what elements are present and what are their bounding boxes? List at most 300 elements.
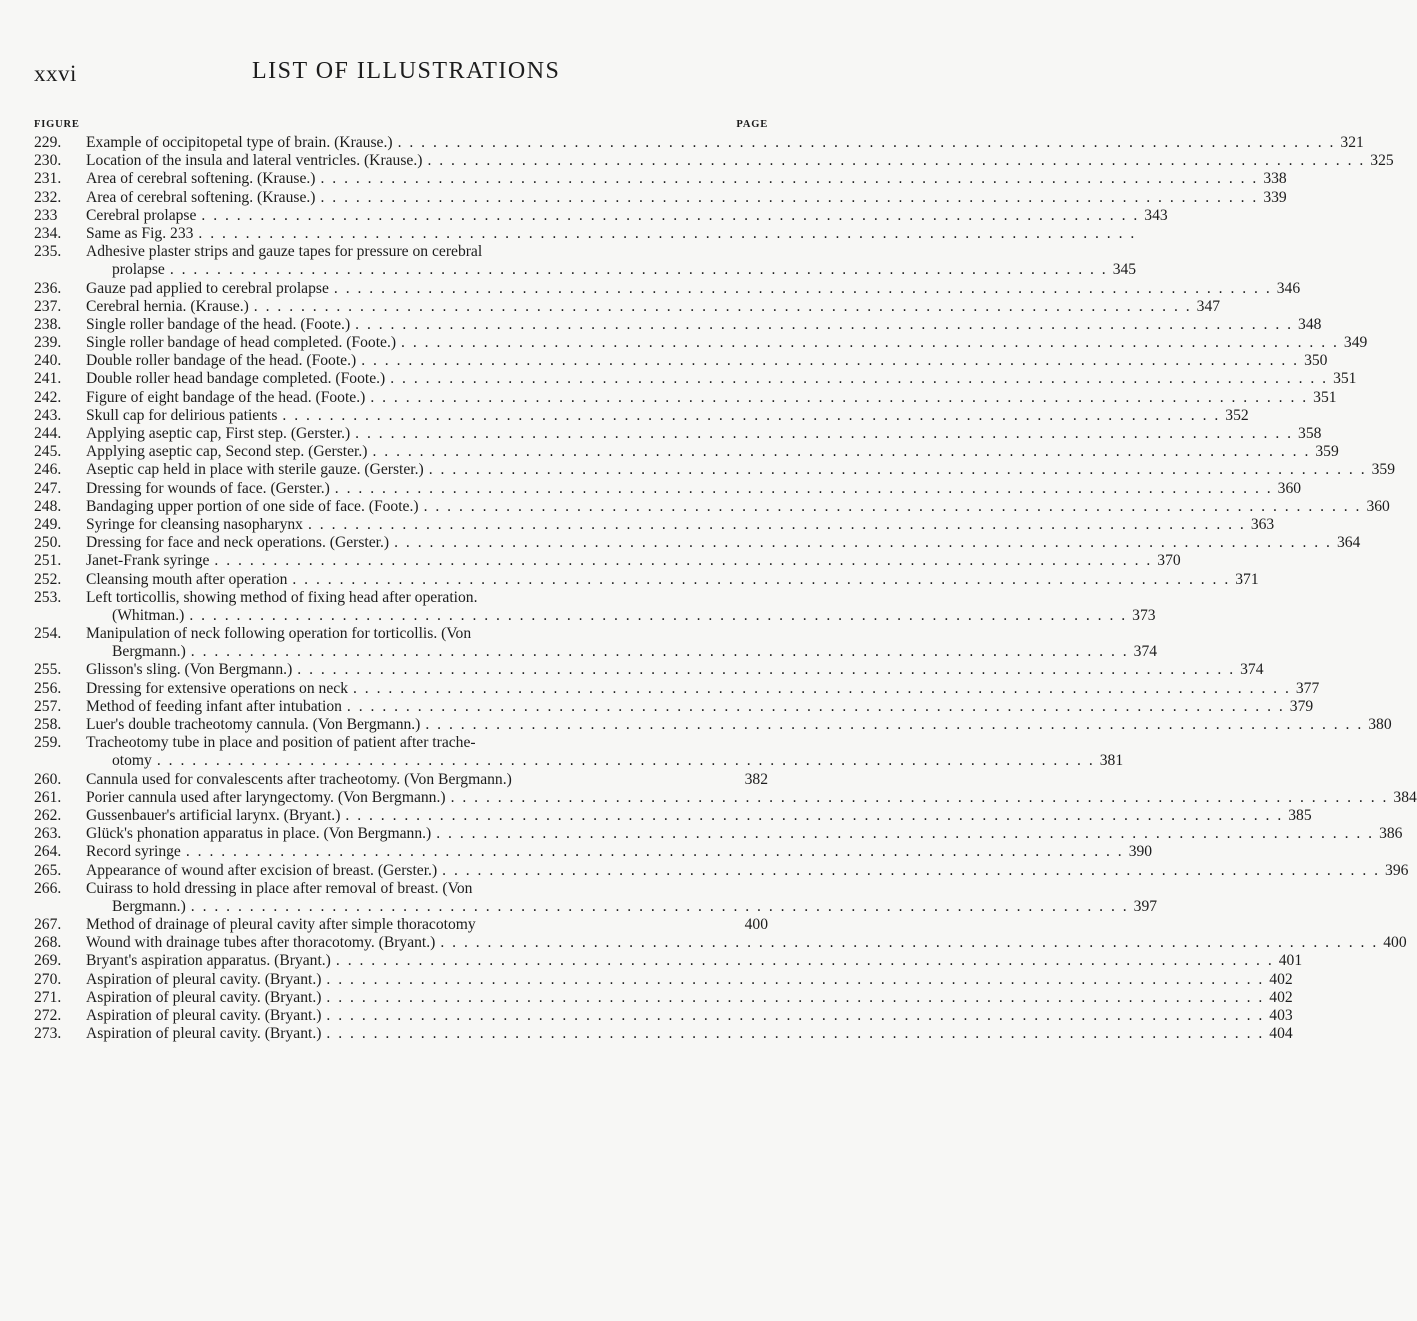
caption-line: [86, 771, 768, 789]
page-reference: 402: [1269, 988, 1293, 1006]
caption-text: Aspiration of pleural cavity. (Bryant.): [86, 1025, 322, 1043]
entry-caption: [86, 716, 1392, 734]
caption-text: Gauze pad applied to cerebral prolapse: [86, 279, 329, 297]
dot-leader: . . . . . . . . . . . . . . . . . . . . . . . . . . . . . . . . . . . . . . . . . . . . . . . . . . . . . . . . . . . . . . . . . . . . . . . . . . . . . . . .: [320, 170, 1259, 188]
entry-caption: [86, 806, 1312, 825]
page-reference: 370: [1157, 552, 1181, 570]
list-entry: [34, 334, 1368, 352]
caption-text: Area of cerebral softening. (Krause.): [86, 188, 316, 206]
figure-number: 258.: [34, 716, 62, 733]
caption-line: [86, 606, 1156, 625]
figure-number: 268.: [34, 934, 62, 952]
entry-caption: [86, 843, 1153, 861]
caption-text: Figure of eight bandage of the head. (Foote.): [86, 388, 366, 406]
list-entry: [34, 570, 1259, 589]
figure-number: 236.: [34, 279, 62, 297]
list-entry: [34, 716, 1392, 734]
dot-leader: . . . . . . . . . . . . . . . . . . . . . . . . . . . . . . . . . . . . . . . . . . . . . . . . . . . . . . . . . . . . . . . . . . . . . . . . . . . . . . . .: [185, 843, 1124, 861]
caption-text: Syringe for cleansing nasopharynx: [86, 515, 303, 533]
figure-number: 272.: [34, 1007, 62, 1024]
entry-caption: [86, 315, 1322, 334]
list-entry: [34, 515, 1275, 534]
entry-caption: [86, 970, 1293, 989]
figure-number: 235.: [34, 243, 62, 261]
dot-leader: . . . . . . . . . . . . . . . . . . . . . . . . . . . . . . . . . . . . . . . . . . . . . . . . . . . . . . . . . . . . . . . . . . . . . . . . . . . . . . . .: [253, 297, 1192, 315]
dot-leader: . . . . . . . . . . . . . . . . . . . . . . . . . . . . . . . . . . . . . . . . . . . . . . . . . . . . . . . . . . . . . . . . . . . . . . . . . . . . . . . .: [297, 661, 1236, 679]
caption-line: [86, 279, 1301, 298]
figure-number: 246.: [34, 461, 62, 479]
entry-caption: [86, 443, 1339, 461]
caption-line: [86, 625, 768, 643]
entry-caption: [86, 952, 1303, 970]
figure-number: 256.: [34, 679, 62, 697]
page-reference: 400: [744, 916, 768, 934]
page-number: xxvi: [34, 61, 77, 86]
dot-leader: . . . . . . . . . . . . . . . . . . . . . . . . . . . . . . . . . . . . . . . . . . . . . . . . . . . . . . . . . . . . . . . . . . . . . . . . . . . . . . . .: [190, 643, 1129, 661]
caption-line: [86, 806, 1312, 825]
entry-caption: [86, 388, 1337, 407]
page-reference: 346: [1276, 279, 1301, 297]
caption-line: [86, 461, 1395, 479]
dot-leader: . . . . . . . . . . . . . . . . . . . . . . . . . . . . . . . . . . . . . . . . . . . . . . . . . . . . . . . . . . . . . . . . . . . . . . . . . . . . . . . .: [292, 570, 1231, 588]
caption-line: [86, 352, 1328, 370]
caption-text: Adhesive plaster strips and gauze tapes for pressure on cerebral: [86, 243, 483, 261]
caption-text: Method of feeding infant after intubation: [86, 697, 342, 715]
caption-text: Aseptic cap held in place with sterile gauze. (Gerster.): [86, 461, 424, 479]
page-reference: 358: [1298, 425, 1322, 442]
figure-number: 232.: [34, 188, 62, 206]
list-entry: [34, 443, 1339, 461]
dot-leader: . . . . . . . . . . . . . . . . . . . . . . . . . . . . . . . . . . . . . . . . . . . . . . . . . . . . . . . . . . . . . . . . . . . . . . . . . . . . . . . .: [326, 988, 1265, 1006]
list-entry: [34, 1007, 1293, 1025]
dot-leader: . . . . . . . . . . . . . . . . . . . . . . . . . . . . . . . . . . . . . . . . . . . . . . . . . . . . . . . . . . . . . . . . . . . . . . . . . . . . . . . .: [156, 752, 1095, 770]
page-reference: 380: [1368, 716, 1392, 733]
caption-line: [86, 788, 1417, 807]
entry-caption: [86, 134, 1364, 152]
page-reference: 371: [1235, 570, 1259, 588]
list-entry: [34, 461, 1395, 479]
figure-number: 267.: [34, 916, 62, 934]
entry-caption: [86, 479, 1302, 498]
caption-text: Cuirass to hold dressing in place after removal of breast. (Von: [86, 879, 473, 897]
list-entry: [34, 188, 1287, 207]
page-reference: 385: [1288, 806, 1312, 824]
dot-leader: [517, 771, 740, 789]
caption-line: [86, 843, 1153, 861]
entry-caption: [86, 788, 1417, 807]
entry-caption: [86, 297, 1221, 316]
entry-caption: [86, 570, 1259, 589]
caption-text: Luer's double tracheotomy cannula. (Von Bergmann.): [86, 716, 421, 733]
entry-caption: [86, 697, 1314, 716]
caption-line: [86, 334, 1368, 352]
caption-line: [86, 880, 768, 898]
figure-number: 273.: [34, 1025, 62, 1043]
dot-leader: . . . . . . . . . . . . . . . . . . . . . . . . . . . . . . . . . . . . . . . . . . . . . . . . . . . . . . . . . . . . . . . . . . . . . . . . . . . . . . . .: [346, 697, 1285, 715]
dot-leader: . . . . . . . . . . . . . . . . . . . . . . . . . . . . . . . . . . . . . . . . . . . . . . . . . . . . . . . . . . . . . . . . . . . . . . . . . . . . . . . .: [198, 224, 1137, 242]
caption-text: Left torticollis, showing method of fixing head after operation.: [86, 588, 478, 606]
list-entry: [34, 152, 1394, 170]
dot-leader: . . . . . . . . . . . . . . . . . . . . . . . . . . . . . . . . . . . . . . . . . . . . . . . . . . . . . . . . . . . . . . . . . . . . . . . . . . . . . . . .: [214, 552, 1153, 570]
figure-number: 265.: [34, 861, 62, 879]
entry-caption: [86, 170, 1287, 188]
page-reference: 403: [1269, 1007, 1293, 1024]
entry-caption: [86, 934, 1407, 952]
caption-text: Example of occipitopetal type of brain. (Krause.): [86, 134, 393, 151]
caption-line: [86, 206, 1168, 225]
list-entry: [34, 934, 1407, 952]
figure-number: 271.: [34, 988, 62, 1006]
caption-text: Cerebral prolapse: [86, 206, 197, 224]
caption-text: Area of cerebral softening. (Krause.): [86, 170, 316, 188]
list-entry: [34, 843, 1153, 861]
figure-number: 251.: [34, 552, 62, 570]
running-title: LIST OF ILLUSTRATIONS: [252, 58, 561, 84]
list-entry: [34, 916, 768, 934]
caption-line: [86, 170, 1287, 188]
caption-line: [86, 515, 1275, 534]
caption-line: [86, 897, 1158, 916]
caption-line: [86, 152, 1394, 170]
figure-number: 245.: [34, 443, 62, 461]
figure-number: 261.: [34, 788, 62, 806]
caption-line: [86, 643, 1158, 661]
figure-number: 264.: [34, 843, 62, 861]
page-reference: 363: [1250, 515, 1275, 533]
page-reference: 364: [1336, 534, 1361, 552]
caption-line: [86, 1025, 1293, 1043]
list-entry: [34, 315, 1322, 334]
caption-text: Single roller bandage of head completed. (Foote.): [86, 334, 397, 352]
caption-text: Dressing for extensive operations on neck: [86, 679, 348, 697]
list-entry: [34, 734, 1124, 770]
caption-text: Glück's phonation apparatus in place. (Von Bergmann.): [86, 825, 432, 843]
page-reference: 404: [1269, 1025, 1293, 1043]
caption-text: Applying aseptic cap, First step. (Gerster.): [86, 425, 351, 442]
dot-leader: . . . . . . . . . . . . . . . . . . . . . . . . . . . . . . . . . . . . . . . . . . . . . . . . . . . . . . . . . . . . . . . . . . . . . . . . . . . . . . . .: [442, 861, 1381, 879]
page-reference: 386: [1379, 825, 1403, 843]
entry-caption: [86, 1025, 1293, 1043]
figure-number: 241.: [34, 370, 62, 388]
caption-text: Single roller bandage of the head. (Foote.): [86, 315, 351, 333]
page-reference: 377: [1295, 679, 1320, 697]
dot-leader: . . . . . . . . . . . . . . . . . . . . . . . . . . . . . . . . . . . . . . . . . . . . . . . . . . . . . . . . . . . . . . . . . . . . . . . . . . . . . . . .: [355, 315, 1294, 333]
caption-text: Bergmann.): [112, 897, 186, 915]
dot-leader: . . . . . . . . . . . . . . . . . . . . . . . . . . . . . . . . . . . . . . . . . . . . . . . . . . . . . . . . . . . . . . . . . . . . . . . . . . . . . . . .: [169, 261, 1108, 279]
caption-line: [86, 188, 1287, 207]
caption-line: [86, 134, 1364, 152]
page-reference: 359: [1315, 443, 1339, 461]
dot-leader: . . . . . . . . . . . . . . . . . . . . . . . . . . . . . . . . . . . . . . . . . . . . . . . . . . . . . . . . . . . . . . . . . . . . . . . . . . . . . . . .: [394, 534, 1332, 552]
caption-line: [86, 916, 768, 934]
list-entry: [34, 879, 1158, 916]
dot-leader: . . . . . . . . . . . . . . . . . . . . . . . . . . . . . . . . . . . . . . . . . . . . . . . . . . . . . . . . . . . . . . . . . . . . . . . . . . . . . . . .: [190, 897, 1129, 915]
caption-line: [86, 370, 1357, 388]
figure-number: 260.: [34, 770, 62, 788]
list-entry: [34, 806, 1312, 825]
caption-line: [86, 406, 1249, 425]
figure-number: 255.: [34, 661, 62, 679]
page-reference: 360: [1366, 497, 1390, 515]
caption-line: [86, 570, 1259, 589]
list-entry: [34, 552, 1181, 570]
caption-line: [86, 497, 1390, 516]
figure-number: 266.: [34, 879, 62, 897]
list-entry: [34, 952, 1303, 970]
caption-text: Aspiration of pleural cavity. (Bryant.): [86, 988, 322, 1006]
page-reference: 381: [1099, 752, 1124, 770]
entry-caption: [86, 625, 1158, 661]
dot-leader: . . . . . . . . . . . . . . . . . . . . . . . . . . . . . . . . . . . . . . . . . . . . . . . . . . . . . . . . . . . . . . . . . . . . . . . . . . . . . . . .: [370, 388, 1309, 406]
list-entry: [34, 206, 1168, 225]
page-reference: 396: [1385, 861, 1409, 879]
figure-number: 248.: [34, 497, 62, 515]
figure-number: 254.: [34, 625, 62, 643]
list-entry: [34, 170, 1287, 188]
page-reference: 384: [1393, 788, 1417, 806]
page-reference: 350: [1304, 352, 1328, 370]
figure-number: 243.: [34, 406, 62, 424]
caption-text: Manipulation of neck following operation for torticollis. (Von: [86, 625, 472, 643]
caption-line: [86, 970, 1293, 989]
page-reference: 401: [1278, 952, 1303, 970]
entry-caption: [86, 679, 1320, 698]
caption-text: Glisson's sling. (Von Bergmann.): [86, 661, 293, 679]
list-entry: [34, 243, 1137, 279]
entry-caption: [86, 461, 1395, 479]
list-entry: [34, 1025, 1293, 1043]
page-reference: 345: [1112, 261, 1137, 279]
list-entry: [34, 406, 1249, 425]
figure-number: 242.: [34, 388, 62, 406]
page-reference: 382: [744, 770, 768, 788]
entry-caption: [86, 988, 1293, 1007]
figure-number: 244.: [34, 425, 62, 442]
dot-leader: . . . . . . . . . . . . . . . . . . . . . . . . . . . . . . . . . . . . . . . . . . . . . . . . . . . . . . . . . . . . . . . . . . . . . . . . . . . . . . . .: [450, 788, 1389, 806]
caption-text: Bandaging upper portion of one side of face. (Foote.): [86, 497, 419, 515]
list-entry: [34, 388, 1337, 407]
entry-caption: [86, 370, 1357, 388]
dot-leader: . . . . . . . . . . . . . . . . . . . . . . . . . . . . . . . . . . . . . . . . . . . . . . . . . . . . . . . . . . . . . . . . . . . . . . . . . . . . . . . .: [334, 479, 1273, 497]
caption-text: otomy: [112, 752, 152, 770]
page-reference: 347: [1196, 297, 1221, 315]
caption-line: [86, 661, 1264, 679]
dot-leader: . . . . . . . . . . . . . . . . . . . . . . . . . . . . . . . . . . . . . . . . . . . . . . . . . . . . . . . . . . . . . . . . . . . . . . . . . . . . . . . .: [335, 952, 1274, 970]
page-reference: 351: [1333, 370, 1357, 388]
page-reference: 402: [1269, 970, 1293, 988]
entry-caption: [86, 825, 1403, 843]
list-entry: [34, 352, 1328, 370]
dot-leader: . . . . . . . . . . . . . . . . . . . . . . . . . . . . . . . . . . . . . . . . . . . . . . . . . . . . . . . . . . . . . . . . . . . . . . . . . . . . . . . .: [326, 970, 1265, 988]
caption-line: [86, 534, 1361, 552]
page-reference: 339: [1263, 188, 1287, 206]
entry-caption: [86, 1007, 1293, 1025]
list-entry: [34, 661, 1264, 679]
caption-line: [86, 589, 768, 607]
list-entry: [34, 425, 1322, 443]
figure-number: 259.: [34, 734, 62, 752]
dot-leader: . . . . . . . . . . . . . . . . . . . . . . . . . . . . . . . . . . . . . . . . . . . . . . . . . . . . . . . . . . . . . . . . . . . . . . . . . . . . . . . .: [326, 1007, 1265, 1024]
caption-line: [86, 861, 1409, 880]
figure-number: 233: [34, 206, 58, 224]
page-reference: 321: [1340, 134, 1364, 151]
caption-line: [86, 934, 1407, 952]
list-entry: [34, 679, 1320, 698]
caption-text: Bergmann.): [112, 643, 186, 661]
entry-caption: [86, 861, 1409, 880]
caption-line: [86, 752, 1124, 770]
dot-leader: . . . . . . . . . . . . . . . . . . . . . . . . . . . . . . . . . . . . . . . . . . . . . . . . . . . . . . . . . . . . . . . . . . . . . . . . . . . . . . . .: [326, 1025, 1265, 1043]
caption-text: Same as Fig. 233: [86, 224, 194, 242]
page-reference: 352: [1225, 406, 1249, 424]
entry-caption: [86, 497, 1390, 516]
dot-leader: . . . . . . . . . . . . . . . . . . . . . . . . . . . . . . . . . . . . . . . . . . . . . . . . . . . . . . . . . . . . . . . . . . . . . . . . . . . . . . . .: [345, 806, 1284, 824]
figure-number: 230.: [34, 152, 62, 170]
caption-text: prolapse: [112, 261, 165, 279]
dot-leader: . . . . . . . . . . . . . . . . . . . . . . . . . . . . . . . . . . . . . . . . . . . . . . . . . . . . . . . . . . . . . . . . . . . . . . . . . . . . . . . .: [436, 825, 1375, 843]
figure-number: 234.: [34, 224, 62, 242]
list-entry: [34, 825, 1403, 843]
caption-line: [86, 716, 1392, 734]
figure-number: 237.: [34, 297, 62, 315]
dot-leader: . . . . . . . . . . . . . . . . . . . . . . . . . . . . . . . . . . . . . . . . . . . . . . . . . . . . . . . . . . . . . . . . . . . . . . . . . . . . . . . .: [282, 406, 1221, 424]
caption-text: Double roller bandage of the head. (Foote.): [86, 352, 357, 370]
caption-text: Appearance of wound after excision of breast. (Gerster.): [86, 861, 438, 879]
entry-caption: [86, 352, 1328, 370]
entry-caption: [86, 334, 1368, 352]
caption-line: [86, 825, 1403, 843]
dot-leader: . . . . . . . . . . . . . . . . . . . . . . . . . . . . . . . . . . . . . . . . . . . . . . . . . . . . . . . . . . . . . . . . . . . . . . . . . . . . . . . .: [361, 352, 1300, 370]
caption-text: Cerebral hernia. (Krause.): [86, 297, 249, 315]
list-entry: [34, 625, 1158, 661]
page-reference: 379: [1289, 697, 1314, 715]
dot-leader: . . . . . . . . . . . . . . . . . . . . . . . . . . . . . . . . . . . . . . . . . . . . . . . . . . . . . . . . . . . . . . . . . . . . . . . . . . . . . . . .: [201, 206, 1140, 224]
page-reference: 359: [1371, 461, 1395, 479]
page-reference: 390: [1128, 843, 1153, 861]
entry-caption: [86, 552, 1181, 570]
page-reference: 351: [1313, 388, 1337, 406]
figure-number: 238.: [34, 315, 62, 333]
list-entry: [34, 861, 1409, 880]
entry-caption: [86, 515, 1275, 534]
caption-line: [86, 1007, 1293, 1025]
entry-caption: [86, 279, 1301, 298]
list-entry: [34, 697, 1314, 716]
dot-leader: [481, 916, 740, 934]
entry-caption: [86, 588, 1156, 625]
entry-caption: [86, 188, 1287, 207]
dot-leader: . . . . . . . . . . . . . . . . . . . . . . . . . . . . . . . . . . . . . . . . . . . . . . . . . . . . . . . . . . . . . . . . . . . . . . . . . . . . . . . .: [307, 515, 1246, 533]
figure-number: 263.: [34, 825, 62, 843]
entry-caption: [86, 152, 1394, 170]
caption-text: Double roller head bandage completed. (Foote.): [86, 370, 386, 388]
figure-number: 229.: [34, 134, 62, 151]
caption-line: [86, 388, 1337, 407]
caption-text: Gussenbauer's artificial larynx. (Bryant.): [86, 806, 341, 824]
list-entry: [34, 988, 1293, 1007]
caption-text: Aspiration of pleural cavity. (Bryant.): [86, 970, 322, 988]
page-reference: 338: [1263, 170, 1287, 188]
entry-caption: [86, 534, 1361, 552]
dot-leader: . . . . . . . . . . . . . . . . . . . . . . . . . . . . . . . . . . . . . . . . . . . . . . . . . . . . . . . . . . . . . . . . . . . . . . . . . . . . . . . .: [353, 679, 1291, 697]
list-entry: [34, 970, 1293, 989]
caption-text: Wound with drainage tubes after thoracotomy. (Bryant.): [86, 934, 436, 952]
caption-line: [86, 443, 1339, 461]
page-reference: 374: [1133, 643, 1158, 661]
list-entry: [34, 497, 1390, 516]
dot-leader: . . . . . . . . . . . . . . . . . . . . . . . . . . . . . . . . . . . . . . . . . . . . . . . . . . . . . . . . . . . . . . . . . . . . . . . . . . . . . . . .: [390, 370, 1329, 388]
list-entry: [34, 479, 1302, 498]
dot-leader: . . . . . . . . . . . . . . . . . . . . . . . . . . . . . . . . . . . . . . . . . . . . . . . . . . . . . . . . . . . . . . . . . . . . . . . . . . . . . . . .: [189, 606, 1128, 624]
entry-caption: [86, 406, 1249, 425]
caption-line: [86, 952, 1303, 970]
entry-caption: [86, 206, 1168, 225]
dot-leader: . . . . . . . . . . . . . . . . . . . . . . . . . . . . . . . . . . . . . . . . . . . . . . . . . . . . . . . . . . . . . . . . . . . . . . . . . . . . . . . .: [428, 461, 1367, 479]
entry-caption: [86, 425, 1322, 443]
page-reference: 374: [1240, 661, 1264, 679]
dot-leader: . . . . . . . . . . . . . . . . . . . . . . . . . . . . . . . . . . . . . . . . . . . . . . . . . . . . . . . . . . . . . . . . . . . . . . . . . . . . . . . .: [423, 497, 1362, 515]
caption-line: [86, 734, 768, 752]
list-entry: [34, 224, 1137, 243]
page-reference: 397: [1133, 897, 1158, 915]
list-entry: [34, 370, 1357, 388]
dot-leader: . . . . . . . . . . . . . . . . . . . . . . . . . . . . . . . . . . . . . . . . . . . . . . . . . . . . . . . . . . . . . . . . . . . . . . . . . . . . . . . .: [440, 934, 1379, 952]
dot-leader: . . . . . . . . . . . . . . . . . . . . . . . . . . . . . . . . . . . . . . . . . . . . . . . . . . . . . . . . . . . . . . . . . . . . . . . . . . . . . . . .: [333, 279, 1272, 297]
page-reference: 400: [1383, 934, 1407, 952]
caption-text: (Whitman.): [112, 606, 185, 624]
figure-number: 239.: [34, 334, 62, 352]
list-entry: [34, 771, 768, 789]
figure-number: 270.: [34, 970, 62, 988]
caption-text: Location of the insula and lateral ventricles. (Krause.): [86, 152, 423, 170]
caption-line: [86, 315, 1322, 334]
figure-number: 247.: [34, 479, 62, 497]
list-entry: [34, 279, 1301, 298]
caption-text: Porier cannula used after laryngectomy. (Von Bergmann.): [86, 788, 446, 806]
caption-text: Cannula used for convalescents after tracheotomy. (Von Bergmann.): [86, 770, 512, 788]
caption-text: Method of drainage of pleural cavity after simple thoracotomy: [86, 916, 476, 934]
caption-line: [86, 697, 1314, 716]
caption-line: [86, 988, 1293, 1007]
dot-leader: . . . . . . . . . . . . . . . . . . . . . . . . . . . . . . . . . . . . . . . . . . . . . . . . . . . . . . . . . . . . . . . . . . . . . . . . . . . . . . . .: [372, 443, 1311, 461]
page-reference: 360: [1277, 479, 1302, 497]
list-entry: [34, 134, 1364, 152]
dot-leader: . . . . . . . . . . . . . . . . . . . . . . . . . . . . . . . . . . . . . . . . . . . . . . . . . . . . . . . . . . . . . . . . . . . . . . . . . . . . . . . .: [427, 152, 1366, 170]
figure-number: 249.: [34, 515, 62, 533]
page-reference: 343: [1144, 206, 1168, 224]
list-entry: [34, 588, 1156, 625]
figure-number: 240.: [34, 352, 62, 370]
entry-caption: [86, 879, 1158, 916]
figure-number: 262.: [34, 806, 62, 824]
dot-leader: . . . . . . . . . . . . . . . . . . . . . . . . . . . . . . . . . . . . . . . . . . . . . . . . . . . . . . . . . . . . . . . . . . . . . . . . . . . . . . . .: [355, 425, 1294, 442]
caption-line: [86, 261, 1137, 279]
caption-line: [86, 224, 1137, 243]
figure-number: 231.: [34, 170, 62, 188]
list-entry: [34, 534, 1361, 552]
dot-leader: . . . . . . . . . . . . . . . . . . . . . . . . . . . . . . . . . . . . . . . . . . . . . . . . . . . . . . . . . . . . . . . . . . . . . . . . . . . . . . . .: [401, 334, 1339, 352]
caption-text: Aspiration of pleural cavity. (Bryant.): [86, 1007, 322, 1024]
entry-caption: [86, 916, 768, 934]
figure-number: 269.: [34, 952, 62, 970]
list-entry: [34, 788, 1417, 807]
page-reference: 349: [1343, 334, 1368, 352]
entry-caption: [86, 243, 1137, 279]
caption-line: [86, 297, 1221, 316]
entry-caption: [86, 661, 1264, 679]
illustration-list: [34, 134, 1417, 1043]
caption-text: Record syringe: [86, 843, 181, 861]
